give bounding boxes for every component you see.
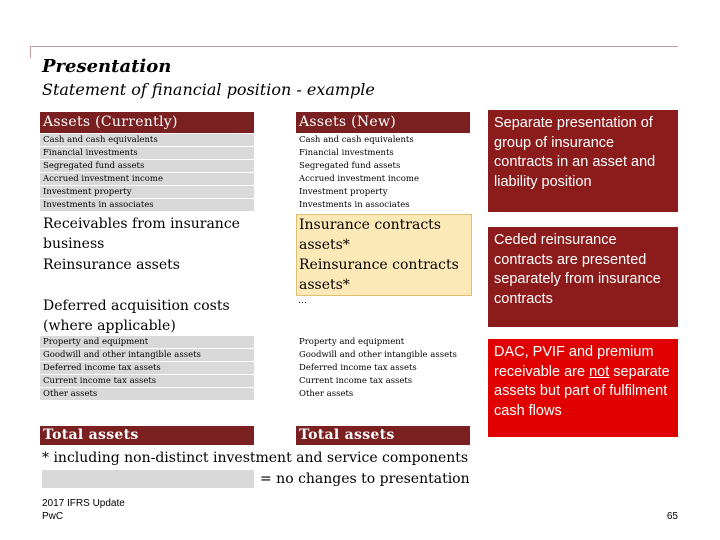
list-item: Investments in associates: [40, 199, 254, 212]
list-item: Goodwill and other intangible assets: [40, 349, 254, 362]
footnote: * including non-distinct investment and service components: [42, 450, 469, 466]
footer-event: 2017 IFRS Update: [42, 498, 125, 509]
side-note-text-1: DAC, PVIF and premium receivable are: [494, 344, 654, 380]
list-item: Other assets: [299, 389, 354, 399]
list-item: Investments in associates: [299, 200, 410, 210]
list-item: Investment property: [299, 187, 388, 197]
insurance-contracts-box: [296, 214, 472, 296]
footer-company: PwC: [42, 511, 64, 522]
list-item: Other assets: [40, 388, 254, 401]
left-reinsurance-assets: Reinsurance assets: [43, 257, 180, 273]
legend-text: = no changes to presentation: [260, 471, 470, 487]
list-item: Deferred income tax assets: [299, 363, 417, 373]
insurance-contracts-assets: Insurance contracts assets*: [299, 217, 441, 253]
reinsurance-contracts-assets: Reinsurance contracts assets*: [299, 257, 459, 293]
list-item: Property and equipment: [299, 337, 405, 347]
left-receivables: Receivables from insurance business: [43, 216, 240, 252]
left-list-unchanged-1: [40, 134, 254, 212]
right-ellipsis: …: [298, 296, 307, 306]
side-note-dac-pvif: [488, 339, 678, 437]
right-total-assets: Total assets: [296, 426, 470, 445]
list-item: Cash and cash equivalents: [299, 135, 414, 145]
page-number: 65: [666, 511, 678, 522]
header-assets-currently: Assets (Currently): [40, 112, 254, 133]
side-note-separate-presentation: Separate presentation of group of insurance contracts in an asset and liability position: [488, 110, 678, 212]
slide-subtitle: Statement of financial position - example: [42, 80, 375, 99]
slide-title: Presentation: [42, 56, 172, 77]
list-item: Cash and cash equivalents: [40, 134, 254, 147]
left-list-unchanged-2: [40, 336, 254, 401]
list-item: Financial investments: [40, 147, 254, 160]
legend-grey-swatch: [42, 470, 254, 488]
list-item: Deferred income tax assets: [40, 362, 254, 375]
list-item: Accrued investment income: [40, 173, 254, 186]
header-assets-new: Assets (New): [296, 112, 470, 133]
list-item: Goodwill and other intangible assets: [299, 350, 457, 360]
right-list-2: [296, 336, 472, 401]
side-note-underline-not: not: [589, 363, 610, 380]
list-item: Segregated fund assets: [299, 161, 401, 171]
left-total-assets: Total assets: [40, 426, 254, 445]
left-deferred-acquisition-costs: Deferred acquisition costs (where applicable): [43, 298, 230, 334]
list-item: Accrued investment income: [299, 174, 420, 184]
top-rule-tick: [30, 46, 31, 58]
list-item: Property and equipment: [40, 336, 254, 349]
list-item: Financial investments: [299, 148, 394, 158]
side-note-ceded-reinsurance: Ceded reinsurance contracts are presented separately from insurance contracts: [488, 227, 678, 327]
list-item: Current income tax assets: [299, 376, 413, 386]
list-item: Segregated fund assets: [40, 160, 254, 173]
top-rule: [30, 46, 678, 47]
list-item: Investment property: [40, 186, 254, 199]
right-list-1: [296, 134, 472, 212]
side-note-text-2: separate assets but part of fulfilment cash flows: [494, 363, 670, 419]
list-item: Current income tax assets: [40, 375, 254, 388]
